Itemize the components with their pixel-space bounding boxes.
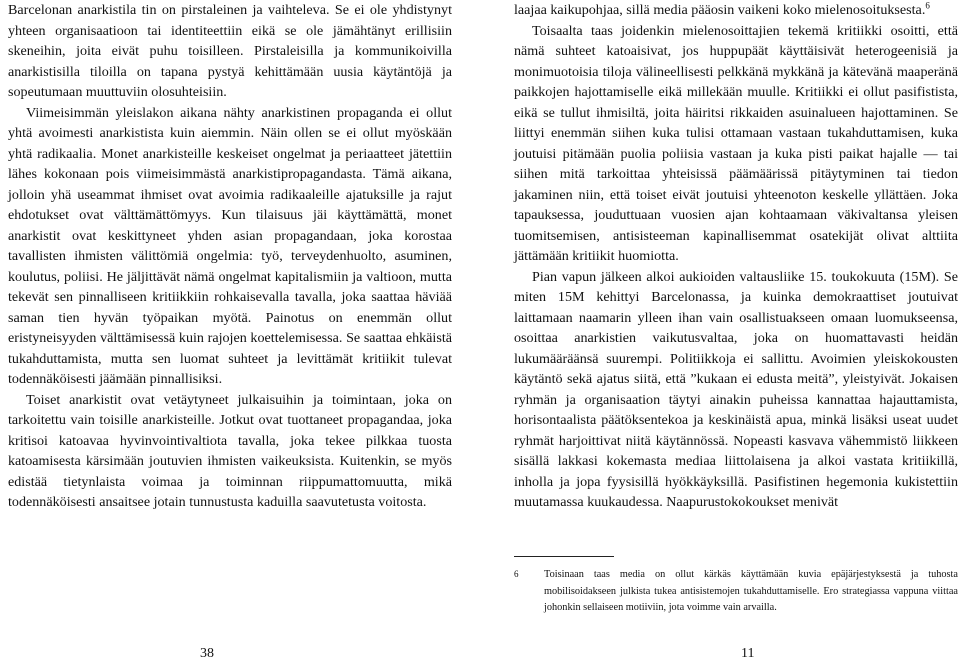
left-paragraph-3: Toiset anarkistit ovat vetäytyneet julkaisuihin ja toimintaan, joka on tarkoitettu vain toisille anarkisteille. Jotkut ovat tuottaneet propagandaa, joka kritisoi katoavaa hyvinvointivaltiota tavalla, joka tekee pilkkaa tuosta katoamisesta kärsimään joutuvien ihmisten vaikeuksista. Kuitenkin, se myös edistää tietynlaista voimaa ja toiminnan riippumattomuutta, mikä todennäköisesti ansaitsee jotain tunnustusta kaduilla saavutetusta voitosta.	[8, 391, 452, 510]
right-paragraph-2: Toisaalta taas joidenkin mielenosoittajien tekemä kritiikki osoitti, että nämä suhteet katoaisivat, jos huppupäät käyttäisivät heterogeenisiä ja monimuotoisia tiloja välineellisesti pelkkänä mykkänä ja kätevänä maaperänä paikkojen hajottamiselle eikä millekään muulle. Kritiikki ei ollut pasifistista, eikä se tullut ihmisiltä, joita häiritsi rikkaiden asuinalueen hajottaminen. Se liittyi enemmän siihen kuka tulisi ottamaan vastaan tukahduttamisen, kuka joutuisi pitämään puolia poliisia vastaan ja kuka pisti paikat hajalle — tai siihen mitä tarkoittaa yhteisissä päämäärissä pitäytyminen tai tiedon jakaminen niin, että toiset eivät joutuisi yhteenoton keskelle yllättäen. Joka tapauksessa, jouduttuaan vuosien ajan kohtaamaan väkivaltansa yleisen tuomitsemisen, antisisteeman kapinallisemmat osatekijät olivat alttiita jättämään kritiikit huomiotta.	[514, 22, 958, 264]
left-paragraph-1: Barcelonan anarkistila tin on pirstaleinen ja vaihteleva. Se ei ole yhdistynyt yhteen organisaatioon tai identiteettiin eikä se ole jämähtänyt erillisiin skeneihin, joita eivät puhu toisilleen. Pirstaleisilla ja kommunikoivilla anarkistisilla tiloilla on tapana pystyä kehittämään uusia käytäntöjä ja sopeutumaan muuttuviin olosuhteisiin.	[8, 2, 452, 100]
footnote-divider	[514, 556, 614, 557]
footnote	[514, 567, 958, 617]
right-paragraph-3: Pian vapun jälkeen alkoi aukioiden valtausliike 15. toukokuuta (15M). Se miten 15M kehittyi Barcelonassa, ja kuinka demokraattiset joutuivat laittamaan naamarin ylleen ihan vain osallistuakseen omaan luomukseensa, osoittaa anarkistien vaikutusvaltaa, joka on huomattavasti heidän lukumääräänsä suurempi. Politiikkoja ei sallittu. Avoimien yleiskokousten käytäntö sekä ajatus siitä, että ”kukaan ei edusta meitä”, yleistyivät. Jokaisen ryhmän ja organisaation täytyi ainakin puheissa kannattaa hajauttamista, horisontaalista päätöksentekoa ja keskinäistä apua, minkä lisäksi useat uudet ryhmät harjoittivat niitä käytännössä. Nopeasti kasvava vähemmistö liikkeen sisällä lakkasi kokemasta mediaa liittolaisena ja alkoi vastata kritiikillä, inholla ja jopa fyysisillä hyökkäyksillä. Pasifistinen hegemonia kukistettiin muutamassa kuukaudessa. Naapurustokokoukset menivät	[514, 268, 958, 510]
right-paragraph-1	[514, 0, 958, 21]
footnote-text: Toisinaan taas media on ollut kärkäs käyttämään kuvia epäjärjestyksestä ja tuhosta mobilisoidakseen julkista tukea antisistemojen tukahduttamiselle. Ero strategiassa vappuna viittaa johonkin sellaiseen motiiviin, jota voimme vain arvailla.	[544, 569, 958, 614]
right-page	[514, 0, 958, 513]
right-page-number: 11	[741, 646, 755, 661]
left-page-number: 38	[200, 646, 214, 661]
footnote-mark: 6	[514, 569, 519, 579]
left-paragraph-2: Viimeisimmän yleislakon aikana nähty anarkistinen propaganda ei ollut yhtä avoimesti anarkistista kuin aiemmin. Näin ollen se ei ollut myöskään yhtä radikaalia. Monet anarkisteille keskeiset ongelmat ja periaatteet jätettiin lähes kokonaan pois viimeisimmästä anarkistipropagandasta. Tämä aikana, jolloin yhä useammat ihmiset ovat avoimia radikaaleille ajatuksille ja rajut ehdotukset ovat välttämättömyys. Kun tilaisuus jäi käyttämättä, monet anarkistit ovat keskittyneet yhden asian propagandaan, joka korostaa tavallisten ihmisten välittömiä ongelmia: työ, terveydenhuolto, asuminen, koulutus, poliisi. He jäljittävät nämä ongelmat kapitalismiin ja valtioon, mutta tekevät sen pinnalliseen kritiikkiin rohkaisevalla tavalla, joka saattaa häviää saman tien hyvän työpaikan myötä. Painotus on enemmän ollut eristyneisyyden välttämisessä kuin rajojen koettelemisessa. Se saattaa ehkäistä tukahduttamista, mutta sen luomat suhteet ja levittämät kritiikit tulevat todennäköisesti jäämään pinnallisiksi.	[8, 104, 452, 387]
right-paragraph-1-text: laajaa kaikupohjaa, sillä media pääosin vaikeni koko mielenosoituksesta.	[514, 2, 926, 18]
footnote-reference[interactable]: 6	[925, 0, 930, 11]
left-page	[8, 0, 452, 513]
